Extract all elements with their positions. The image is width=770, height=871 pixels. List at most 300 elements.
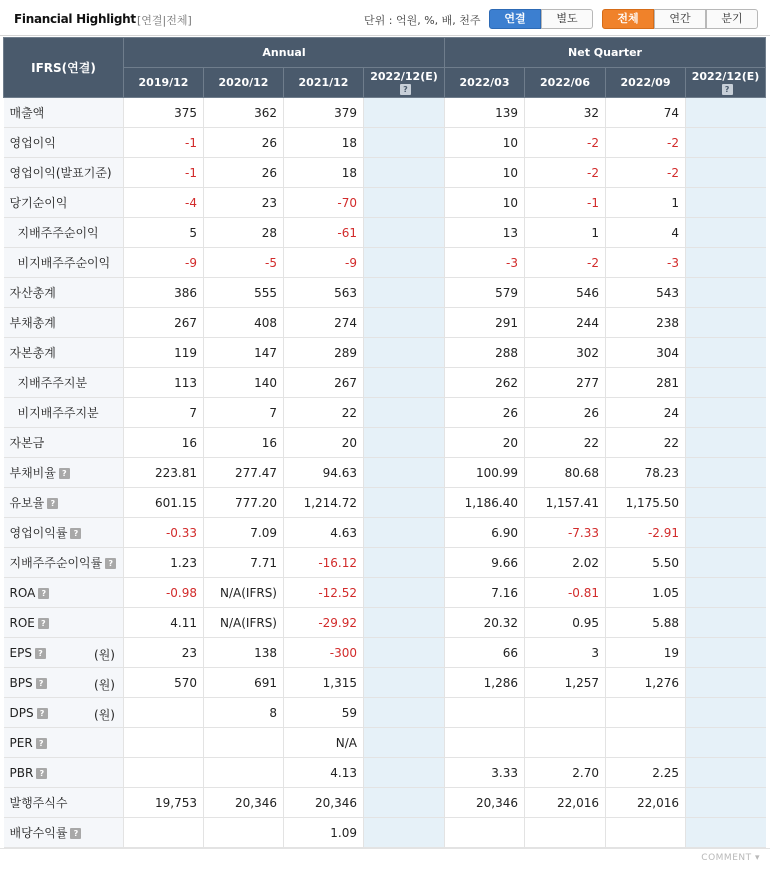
table-cell: 1,157.41 (525, 488, 606, 518)
table-cell: 113 (124, 368, 204, 398)
table-cell: 267 (284, 368, 364, 398)
row-label (4, 308, 124, 338)
table-cell: 543 (606, 278, 686, 308)
table-cell: 24 (606, 398, 686, 428)
help-icon[interactable]: ? (36, 738, 47, 749)
table-cell: 1 (606, 188, 686, 218)
table-cell: 2.70 (525, 758, 606, 788)
table-cell (364, 338, 445, 368)
table-cell: -1 (124, 158, 204, 188)
period-toggle (602, 9, 758, 29)
row-label (4, 98, 124, 128)
annual-group-header: Annual (124, 38, 445, 68)
row-label (4, 698, 124, 728)
table-cell (364, 98, 445, 128)
period-header (686, 68, 766, 98)
table-cell (686, 308, 766, 338)
scope-toggle (489, 9, 593, 29)
row-label (4, 128, 124, 158)
table-row (4, 698, 766, 728)
row-label (4, 638, 124, 668)
table-cell (364, 128, 445, 158)
table-cell (686, 488, 766, 518)
period-header (204, 68, 284, 98)
table-cell: -12.52 (284, 578, 364, 608)
table-row (4, 758, 766, 788)
table-cell (364, 818, 445, 848)
period-label: 2022/06 (540, 76, 590, 89)
row-label-text: 당기순이익 (9, 196, 68, 210)
table-cell: -9 (124, 248, 204, 278)
help-icon[interactable]: ? (36, 678, 47, 689)
table-cell: 9.66 (445, 548, 525, 578)
help-icon[interactable]: ? (38, 588, 49, 599)
table-cell: 23 (124, 638, 204, 668)
table-cell: 7.16 (445, 578, 525, 608)
table-cell: 1.05 (606, 578, 686, 608)
table-row (4, 188, 766, 218)
row-label-text: 영업이익률 (9, 526, 68, 540)
table-cell (364, 608, 445, 638)
table-cell: 288 (445, 338, 525, 368)
table-cell (364, 728, 445, 758)
all-period-button[interactable]: 전체 (602, 9, 654, 29)
table-cell: 304 (606, 338, 686, 368)
table-cell (204, 758, 284, 788)
table-cell: 277 (525, 368, 606, 398)
row-label-text: 매출액 (9, 106, 45, 120)
table-cell: 138 (204, 638, 284, 668)
unit-label: 단위 : 억원, %, 배, 천주 (364, 14, 481, 27)
table-cell (686, 638, 766, 668)
table-cell: 2.25 (606, 758, 686, 788)
table-row (4, 488, 766, 518)
help-icon[interactable]: ? (59, 468, 70, 479)
table-cell: -2 (606, 158, 686, 188)
table-cell: 1,214.72 (284, 488, 364, 518)
table-cell: N/A (284, 728, 364, 758)
table-cell: 601.15 (124, 488, 204, 518)
table-cell: -29.92 (284, 608, 364, 638)
row-label-text: PBR (9, 765, 34, 780)
table-cell (364, 158, 445, 188)
row-label (4, 278, 124, 308)
footer (0, 848, 770, 868)
table-cell: 274 (284, 308, 364, 338)
table-cell: 20,346 (284, 788, 364, 818)
table-cell (525, 728, 606, 758)
table-cell: 147 (204, 338, 284, 368)
table-cell: 1,257 (525, 668, 606, 698)
table-cell: 281 (606, 368, 686, 398)
table-cell: 238 (606, 308, 686, 338)
table-cell: 10 (445, 188, 525, 218)
table-cell: -0.33 (124, 518, 204, 548)
table-cell (124, 818, 204, 848)
period-header (364, 68, 445, 98)
row-label (4, 188, 124, 218)
row-label (4, 158, 124, 188)
table-row (4, 398, 766, 428)
table-row (4, 458, 766, 488)
table-cell: 26 (445, 398, 525, 428)
table-cell: 7.09 (204, 518, 284, 548)
table-cell: 3.33 (445, 758, 525, 788)
table-cell: 379 (284, 98, 364, 128)
table-cell: 19,753 (124, 788, 204, 818)
table-cell (364, 518, 445, 548)
table-cell: 5.88 (606, 608, 686, 638)
table-cell: -2 (525, 128, 606, 158)
annual-button[interactable]: 연간 (654, 9, 706, 29)
table-cell: 1.09 (284, 818, 364, 848)
table-cell: 59 (284, 698, 364, 728)
separate-button[interactable]: 별도 (541, 9, 593, 29)
table-cell (686, 698, 766, 728)
period-label: 2022/03 (459, 76, 510, 89)
table-cell: 563 (284, 278, 364, 308)
period-header (445, 68, 525, 98)
table-cell (364, 278, 445, 308)
period-header (284, 68, 364, 98)
table-cell (686, 188, 766, 218)
table-cell: -1 (124, 128, 204, 158)
table-cell (686, 158, 766, 188)
row-label (4, 608, 124, 638)
table-row (4, 278, 766, 308)
table-cell (686, 818, 766, 848)
table-cell: 7 (124, 398, 204, 428)
row-label (4, 578, 124, 608)
table-cell: 22,016 (606, 788, 686, 818)
help-icon[interactable]: ? (70, 528, 81, 539)
table-cell (686, 518, 766, 548)
table-cell: 18 (284, 128, 364, 158)
table-cell: -3 (606, 248, 686, 278)
table-cell: 140 (204, 368, 284, 398)
table-cell: 5 (124, 218, 204, 248)
table-cell (364, 428, 445, 458)
table-cell (204, 818, 284, 848)
help-icon[interactable]: ? (400, 84, 411, 95)
period-label: 2020/12 (218, 76, 269, 89)
row-label-text: 부채총계 (9, 316, 56, 330)
table-cell: 16 (124, 428, 204, 458)
table-cell: 100.99 (445, 458, 525, 488)
table-cell: 277.47 (204, 458, 284, 488)
table-cell (686, 668, 766, 698)
help-icon[interactable]: ? (36, 768, 47, 779)
table-cell: -2 (525, 158, 606, 188)
table-cell: N/A(IFRS) (204, 608, 284, 638)
table-row (4, 728, 766, 758)
row-unit: (원) (94, 708, 115, 722)
table-cell: 302 (525, 338, 606, 368)
table-cell: -4 (124, 188, 204, 218)
table-cell: 777.20 (204, 488, 284, 518)
table-cell: 139 (445, 98, 525, 128)
table-cell (364, 398, 445, 428)
table-cell (364, 698, 445, 728)
table-cell: 20,346 (445, 788, 525, 818)
table-cell (686, 398, 766, 428)
quarter-button[interactable]: 분기 (706, 9, 758, 29)
table-cell (364, 308, 445, 338)
table-cell (686, 338, 766, 368)
table-cell (364, 218, 445, 248)
table-cell (686, 368, 766, 398)
period-header (525, 68, 606, 98)
top-bar (0, 0, 770, 36)
row-label (4, 368, 124, 398)
table-cell: 1,276 (606, 668, 686, 698)
table-cell: 26 (525, 398, 606, 428)
comment-toggle[interactable]: COMMENT ▾ (701, 853, 760, 863)
table-row (4, 578, 766, 608)
table-cell (364, 638, 445, 668)
period-label: 2021/12 (298, 76, 349, 89)
table-row (4, 668, 766, 698)
table-cell: 0.95 (525, 608, 606, 638)
table-cell (686, 608, 766, 638)
table-cell (364, 188, 445, 218)
financial-highlight-table (3, 37, 766, 848)
row-label-text: DPS (9, 705, 34, 720)
table-row (4, 248, 766, 278)
period-header (606, 68, 686, 98)
table-cell (445, 698, 525, 728)
row-label-text: 지배주주순이익률 (9, 556, 103, 570)
row-label (4, 488, 124, 518)
row-label (4, 668, 124, 698)
table-cell: 691 (204, 668, 284, 698)
row-label-text: 유보율 (9, 496, 45, 510)
table-cell: 1 (525, 218, 606, 248)
table-cell: 78.23 (606, 458, 686, 488)
table-cell: 3 (525, 638, 606, 668)
table-cell: -5 (204, 248, 284, 278)
row-label-text: 부채비율 (9, 466, 56, 480)
help-icon[interactable]: ? (105, 558, 116, 569)
table-row (4, 638, 766, 668)
table-cell (606, 698, 686, 728)
table-cell: 20 (284, 428, 364, 458)
table-cell: -0.81 (525, 578, 606, 608)
row-label (4, 338, 124, 368)
table-cell: 28 (204, 218, 284, 248)
table-row (4, 818, 766, 848)
table-cell (525, 818, 606, 848)
row-label-text: 지배주주지분 (17, 376, 88, 390)
row-label-text: 자본총계 (9, 346, 56, 360)
table-cell (686, 248, 766, 278)
help-icon[interactable]: ? (722, 84, 733, 95)
help-icon[interactable]: ? (47, 498, 58, 509)
table-cell: 66 (445, 638, 525, 668)
period-header (124, 68, 204, 98)
table-cell (606, 728, 686, 758)
table-cell: -9 (284, 248, 364, 278)
table-row (4, 608, 766, 638)
table-cell: 16 (204, 428, 284, 458)
table-cell: 4.63 (284, 518, 364, 548)
table-cell: -70 (284, 188, 364, 218)
row-label-text: PER (9, 735, 33, 750)
corner-header: IFRS(연결) (4, 38, 124, 98)
table-cell: -16.12 (284, 548, 364, 578)
period-label: 2019/12 (138, 76, 189, 89)
help-icon[interactable]: ? (38, 618, 49, 629)
table-cell (686, 788, 766, 818)
table-cell: 4.13 (284, 758, 364, 788)
table-cell: -300 (284, 638, 364, 668)
table-cell: -0.98 (124, 578, 204, 608)
row-label (4, 398, 124, 428)
row-label (4, 458, 124, 488)
table-cell (686, 578, 766, 608)
row-label-text: ROE (9, 615, 35, 630)
table-cell: 362 (204, 98, 284, 128)
period-label: 2022/09 (620, 76, 671, 89)
table-cell (364, 548, 445, 578)
row-label-text: 영업이익 (9, 136, 56, 150)
table-cell: 80.68 (525, 458, 606, 488)
table-cell: 2.02 (525, 548, 606, 578)
table-cell: 262 (445, 368, 525, 398)
row-label-text: 영업이익(발표기준) (9, 166, 112, 180)
table-cell: 20.32 (445, 608, 525, 638)
table-cell: 22 (525, 428, 606, 458)
table-cell: 223.81 (124, 458, 204, 488)
table-cell (364, 758, 445, 788)
table-cell (686, 218, 766, 248)
table-cell (364, 578, 445, 608)
table-cell: 7 (204, 398, 284, 428)
table-cell: 1,186.40 (445, 488, 525, 518)
table-cell (445, 818, 525, 848)
table-cell: 4.11 (124, 608, 204, 638)
table-cell: 1,175.50 (606, 488, 686, 518)
table-cell: 22 (284, 398, 364, 428)
table-cell: 4 (606, 218, 686, 248)
table-cell: 6.90 (445, 518, 525, 548)
table-cell (686, 758, 766, 788)
table-cell: 26 (204, 128, 284, 158)
table-cell: -2.91 (606, 518, 686, 548)
table-cell: -7.33 (525, 518, 606, 548)
table-cell (686, 458, 766, 488)
page-title: Financial Highlight (14, 12, 136, 26)
table-cell: -1 (525, 188, 606, 218)
table-cell (686, 278, 766, 308)
row-label (4, 758, 124, 788)
table-cell (364, 788, 445, 818)
table-cell: -2 (606, 128, 686, 158)
table-cell (686, 428, 766, 458)
table-cell: 22 (606, 428, 686, 458)
table-row (4, 548, 766, 578)
table-cell (124, 698, 204, 728)
table-cell (606, 818, 686, 848)
table-cell: 20,346 (204, 788, 284, 818)
row-label-text: 자본금 (9, 436, 45, 450)
table-cell (525, 698, 606, 728)
table-row (4, 338, 766, 368)
quarter-group-header: Net Quarter (445, 38, 766, 68)
table-cell: 7.71 (204, 548, 284, 578)
row-label-text: ROA (9, 585, 36, 600)
table-cell: 23 (204, 188, 284, 218)
table-cell (364, 668, 445, 698)
row-label-text: 지배주주순이익 (17, 226, 99, 240)
table-cell: 244 (525, 308, 606, 338)
table-row (4, 98, 766, 128)
table-cell: -3 (445, 248, 525, 278)
table-cell: 555 (204, 278, 284, 308)
row-label (4, 788, 124, 818)
row-label (4, 818, 124, 848)
table-row (4, 308, 766, 338)
table-cell: 267 (124, 308, 204, 338)
row-label (4, 728, 124, 758)
table-row (4, 428, 766, 458)
help-icon[interactable]: ? (70, 828, 81, 839)
table-cell: 386 (124, 278, 204, 308)
table-cell (364, 368, 445, 398)
row-label (4, 518, 124, 548)
consolidated-button[interactable]: 연결 (489, 9, 541, 29)
period-label: 2022/12(E) (370, 69, 438, 83)
table-cell (364, 248, 445, 278)
table-cell: N/A(IFRS) (204, 578, 284, 608)
table-cell: 10 (445, 158, 525, 188)
row-label-text: 발행주식수 (9, 796, 68, 810)
table-cell: 13 (445, 218, 525, 248)
row-label (4, 248, 124, 278)
table-row (4, 518, 766, 548)
table-cell: 32 (525, 98, 606, 128)
table-cell: 74 (606, 98, 686, 128)
row-label (4, 548, 124, 578)
row-label-text: BPS (9, 675, 33, 690)
table-cell: 375 (124, 98, 204, 128)
row-label-text: 배당수익률 (9, 826, 68, 840)
help-icon[interactable]: ? (35, 648, 46, 659)
table-cell: -61 (284, 218, 364, 248)
table-cell (364, 488, 445, 518)
table-cell (204, 728, 284, 758)
table-cell: 408 (204, 308, 284, 338)
page-subtitle: [연결|전체] (137, 14, 192, 27)
row-unit: (원) (94, 678, 115, 692)
table-cell (686, 728, 766, 758)
help-icon[interactable]: ? (37, 708, 48, 719)
table-cell: 1.23 (124, 548, 204, 578)
table-cell: 18 (284, 158, 364, 188)
table-cell (686, 128, 766, 158)
row-unit: (원) (94, 648, 115, 662)
row-label-text: EPS (9, 645, 32, 660)
table-row (4, 158, 766, 188)
table-cell (364, 458, 445, 488)
table-cell (686, 98, 766, 128)
table-cell (686, 548, 766, 578)
table-row (4, 788, 766, 818)
table-cell (445, 728, 525, 758)
table-cell: 22,016 (525, 788, 606, 818)
row-label (4, 428, 124, 458)
table-cell: 546 (525, 278, 606, 308)
